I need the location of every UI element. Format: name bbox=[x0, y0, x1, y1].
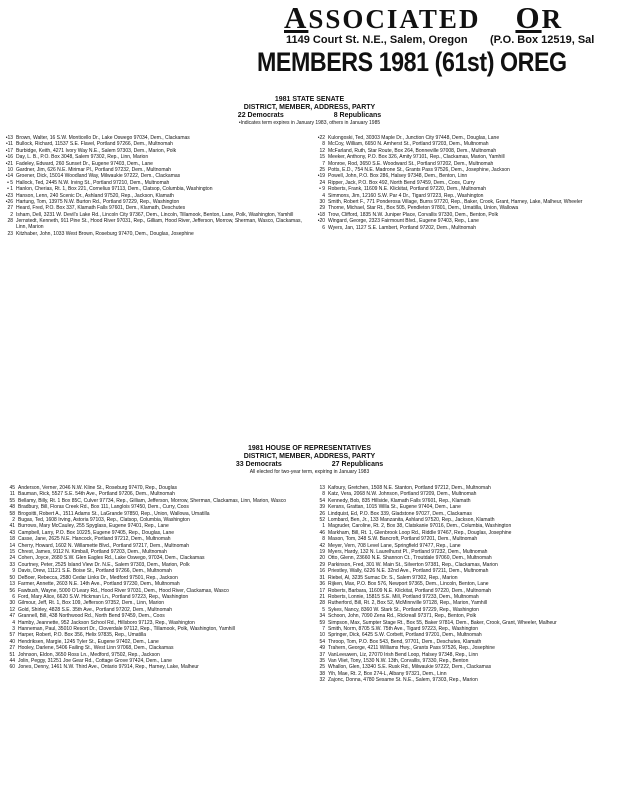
house-subtitle: DISTRICT, MEMBER, ADDRESS, PARTY bbox=[243, 453, 376, 460]
district-number: 8 bbox=[322, 491, 325, 498]
member-text: Schoon, John, 7090 Zena Rd., Rickreall 97371, Rep., Benton, Polk bbox=[328, 613, 477, 620]
senate-democrats: 22 Democrats bbox=[237, 112, 284, 119]
member-text: Roberts, Lonnie, 15815 S.E. Mill, Portland 97233, Dem., Multnomah bbox=[328, 593, 479, 600]
district-number: 46 bbox=[319, 529, 325, 536]
member-text: Bullock, Richard, 11537 S.E. Flavel, Portland 97266, Dem., Multnomah bbox=[16, 141, 173, 148]
district-number: •17 bbox=[5, 147, 13, 154]
member-text: Yih, Mae, Rt. 2, Box 274-L, Albany 97321, Dem., Linn bbox=[328, 670, 447, 677]
district-number: 8 bbox=[322, 141, 325, 148]
member-text: Parkinson, Fred, 301 W. Main St., Silverton 97381, Rep., Clackamas, Marion bbox=[328, 561, 498, 568]
member-text: Powell, John, P.O. Box 286, Halsey 97348, Dem., Benton, Linn bbox=[328, 173, 468, 180]
masthead-logo bbox=[284, 0, 619, 35]
member-text: Springer, Dick, 6425 S.W. Corbett, Portland 97201, Dem., Multnomah bbox=[328, 632, 482, 639]
member-text: Campbell, Larry, P.O. Box 10225, Eugene 97405, Rep., Douglas, Lane bbox=[18, 529, 175, 536]
member-text: Rutherford, Bill, Rt. 2, Box 52, McMinnville 97128, Rep., Marion, Yamhill bbox=[328, 600, 488, 607]
senate-title: 1981 STATE SENATE bbox=[274, 96, 345, 103]
member-text: Hanneman, Paul, 35010 Resort Dr., Cloverdale 97112, Rep., Tillamook, Polk, Washington, Yamhill bbox=[18, 625, 235, 632]
district-number: 35 bbox=[319, 657, 325, 664]
house-counts bbox=[0, 461, 619, 469]
house-left-column bbox=[2, 486, 305, 672]
district-number: 17 bbox=[319, 587, 325, 594]
district-number: •26 bbox=[5, 199, 13, 206]
district-number: 56 bbox=[9, 587, 15, 594]
district-number: 14 bbox=[9, 542, 15, 549]
district-number: 13 bbox=[319, 485, 325, 491]
member-text: Whallon, Glen, 13340 S.E. Rusk Rd., Milwaukie 97222, Dem., Clackamas bbox=[328, 664, 492, 671]
member-text: Hendriksen, Margie, 1245 Tyler St., Eugene 97402, Dem., Lane bbox=[18, 638, 159, 645]
district-number: 48 bbox=[9, 504, 15, 511]
member-text: Kerans, Grattan, 1015 Willa St., Eugene 97404, Dem., Lane bbox=[328, 504, 461, 511]
district-number: 16 bbox=[319, 568, 325, 575]
district-number: 31 bbox=[319, 574, 325, 581]
district-number: 28 bbox=[319, 600, 325, 607]
member-text: Thorne, Michael, Star Rt., Box 505, Pendleton 97801, Dem., Umatilla, Union, Wallowa bbox=[328, 205, 519, 212]
member-text: Kennedy, Bob, 835 Hillside, Klamath Falls 97601, Rep., Klamath bbox=[328, 497, 471, 504]
member-text: Cohen, Joyce, 2680 S.W. Glen Eagles Rd., Lake Oswego, 97034, Dem., Clackamas bbox=[18, 555, 205, 562]
senate-subtitle: DISTRICT, MEMBER, ADDRESS, PARTY bbox=[243, 104, 376, 111]
member-entry bbox=[312, 678, 612, 684]
member-text: Harper, Robert, P.O. Box 356, Helix 97835, Rep., Umatilla bbox=[18, 632, 147, 639]
member-text: Gilmour, Jeff, Rt. 1, Box 109, Jefferson 97352, Dem., Linn, Marion bbox=[18, 600, 165, 607]
district-number: 57 bbox=[9, 632, 15, 639]
house-republicans: 27 Republicans bbox=[331, 461, 384, 468]
district-number: 28 bbox=[7, 218, 13, 225]
district-number: 40 bbox=[9, 638, 15, 645]
district-number: 2 bbox=[12, 517, 15, 524]
member-text: McFarland, Ruth, Star Route, Box 264, Bonneville 97008, Dem., Multnomah bbox=[328, 147, 497, 154]
district-number: 1 bbox=[322, 523, 325, 530]
member-text: Smith, Robert F., 771 Ponderosa Village, Burns 97720, Rep., Baker, Crook, Grant, Harney, Lake, Malheur, Wheeler bbox=[328, 199, 583, 206]
senate-header bbox=[0, 96, 619, 126]
district-number: •21 bbox=[5, 160, 13, 167]
house-right-column bbox=[312, 486, 612, 685]
district-number: 13 bbox=[9, 581, 15, 588]
member-text: Hamby, Jeannette, 952 Jackson School Rd., Hillsboro 97123, Rep., Washington bbox=[18, 619, 195, 626]
member-text: Isham, Dell, 3231 W. Devil's Lake Rd., Lincoln City 97367, Dem., Lincoln, Tillamook, Benton, Lane, Polk, Washington, Yamhill bbox=[16, 211, 294, 218]
district-number: 42 bbox=[319, 542, 325, 549]
member-text: Rijken, Max, P.O. Box 576, Newport 97365, Dem., Lincoln, Benton, Lane bbox=[328, 581, 489, 588]
district-number: 24 bbox=[9, 555, 15, 562]
member-text: Bugas, Ted, 1608 Irving, Astoria 97103, Rep., Clatsop, Columbia, Washington bbox=[18, 517, 190, 524]
district-number: 15 bbox=[319, 154, 325, 161]
member-text: Trow, Clifford, 1835 N.W. Juniper Place, Corvallis 97330, Dem., Benton, Polk bbox=[328, 211, 499, 218]
member-text: Hanson, Lenn, 240 Scenic Dr., Ashland 97520, Rep., Jackson, Klamath bbox=[16, 192, 174, 199]
district-number: 19 bbox=[319, 549, 325, 556]
masthead-pobox: (P.O. Box 12519, Sal bbox=[490, 34, 595, 46]
district-number: 12 bbox=[319, 147, 325, 154]
district-number: 7 bbox=[322, 160, 325, 167]
member-text: Fawbush, Wayne, 5000 O'Leary Rd., Hood River 97031, Dem., Hood River, Clackamas, Wasco bbox=[18, 587, 229, 594]
member-text: Kulongoski, Ted, 30303 Maple Dr., Junction City 97448, Dem., Douglas, Lane bbox=[328, 135, 500, 141]
member-text: Simpson, Max, Sumpter Stage Rt., Box 55, Baker 97814, Dem., Baker, Crook, Grant, Wheeler, Malheur bbox=[328, 619, 557, 626]
district-number: 37 bbox=[319, 651, 325, 658]
senate-note: •Indicates term expires in January 1983, others in January 1985 bbox=[238, 120, 381, 126]
district-number: 5 bbox=[322, 606, 325, 613]
district-number: • 1 bbox=[7, 186, 13, 193]
page-headline: MEMBERS 1981 (61st) OREG bbox=[257, 47, 567, 77]
district-number: 2 bbox=[10, 211, 13, 218]
member-text: Day, L. B., P.O. Box 3048, Salem 97302, Rep., Linn, Marion bbox=[16, 154, 149, 161]
district-number: 55 bbox=[9, 497, 15, 504]
district-number: 34 bbox=[319, 613, 325, 620]
member-text: Burbidge, Keith, 4271 Ivory Way N.E., Salem 97303, Dem., Marion, Polk bbox=[16, 147, 177, 154]
member-text: Jernstedt, Kenneth, 911 Pine St., Hood River 97031, Rep., Gilliam, Hood River, Jefferson, Morrow, Sherman, Wasco, Clackamas, Linn, Marion bbox=[16, 218, 302, 231]
member-text: Mason, Tom, 348 S.W. Bancroft, Portland 97201, Dem., Multnomah bbox=[328, 536, 478, 543]
district-number: 18 bbox=[9, 536, 15, 543]
member-text: Gold, Shirley, 4828 S.E. 35th Ave., Portland 97202, Dem., Multnomah bbox=[18, 606, 173, 613]
member-text: Ford, Mary Alice, 6620 S.W. Hickman Ln., Portland 97223, Rep., Washington bbox=[18, 593, 189, 600]
district-number: • 9 bbox=[319, 186, 325, 193]
district-number: •13 bbox=[5, 135, 13, 141]
member-text: Jones, Denny, 1461 N.W. Third Ave., Ontario 97914, Rep., Harney, Lake, Malheur bbox=[18, 664, 199, 671]
district-number: •23 bbox=[5, 192, 13, 199]
senate-left-column bbox=[0, 136, 305, 238]
district-number: 30 bbox=[319, 199, 325, 206]
member-entry bbox=[0, 219, 305, 231]
member-text: VanLeeuwen, Liz, 27070 Irish Bend Loop, Halsey 97348, Rep., Linn bbox=[328, 651, 479, 658]
member-text: Roberts, Frank, 11609 N.E. Klickitat, Portland 97220, Dem., Multnomah bbox=[328, 186, 487, 193]
district-number: •18 bbox=[317, 211, 325, 218]
member-text: Anderson, Verner, 2046 N.W. Kline St., Roseburg 97470, Rep., Douglas bbox=[18, 485, 177, 491]
member-text: Magruder, Caroline, Rt. 2, Box 38, Clatskanie 97016, Dem., Columbia, Washington bbox=[328, 523, 512, 530]
district-number: 6 bbox=[12, 593, 15, 600]
member-text: Sykes, Nancy, 8360 W. Stark St., Portland 97229, Rep., Washington bbox=[328, 606, 479, 613]
district-number: 30 bbox=[9, 600, 15, 607]
district-number: 24 bbox=[319, 179, 325, 186]
member-text: Monroe, Rod, 3650 S.E. Woodward St., Portland 97202, Dem., Multnomah bbox=[328, 160, 494, 167]
member-text: Johnson, Eldon, 3650 Ross Ln., Medford, 97502, Rep., Jackson bbox=[18, 651, 160, 658]
district-number: •14 bbox=[5, 173, 13, 180]
brand-word: SSOCIATED bbox=[308, 4, 481, 34]
member-text: Trahern, George, 4211 Williams Hwy., Grants Pass 97526, Rep., Josephine bbox=[328, 645, 495, 652]
brand-next-initial: O bbox=[515, 0, 542, 35]
district-number: 8 bbox=[322, 536, 325, 543]
member-text: Bradbury, Bill, Floras Creek Rd., Box 111, Langlois 97450, Dem., Curry, Coos bbox=[18, 504, 189, 511]
district-number: 38 bbox=[319, 670, 325, 677]
member-text: Riebel, Al, 3235 Sumac Dr. S., Salem 97302, Rep., Marion bbox=[328, 574, 458, 581]
member-text: Kitzhaber, John, 1033 West Brown, Roseburg 97470, Dem., Douglas, Josephine bbox=[16, 230, 194, 237]
member-text: Zajonc, Donna, 4780 Sesame St. N.E., Salem, 97303, Rep., Marion bbox=[328, 677, 478, 684]
member-text: Smith, Norm, 8705 S.W. 75th Ave., Tigard 97223, Rep., Washington bbox=[328, 625, 479, 632]
district-number: 7 bbox=[322, 625, 325, 632]
district-number: 54 bbox=[319, 638, 325, 645]
district-number: 4 bbox=[322, 192, 325, 199]
member-text: Katz, Vera, 2068 N.W. Johnson, Portland 97209, Dem., Multnomah bbox=[328, 491, 477, 498]
member-text: Hanlon, Cherias, Rt. 1, Box 221, Cornelius 97113, Dem., Clatsop, Columbia, Washington bbox=[16, 186, 213, 193]
member-text: Brown, Walter, 16 S.W. Monticello Dr., Lake Oswego 97034, Dem., Clackamas bbox=[16, 135, 190, 141]
district-number: 27 bbox=[7, 205, 13, 212]
member-entry bbox=[2, 665, 305, 671]
member-entry bbox=[0, 232, 305, 238]
house-title: 1981 HOUSE OF REPRESENTATIVES bbox=[247, 445, 372, 452]
member-text: Roberts, Barbara, 11609 N.E. Klickitat, Portland 97220, Dem., Multnomah bbox=[328, 587, 492, 594]
district-number: 54 bbox=[319, 497, 325, 504]
member-text: Myers, Hardy, 132 N. Laurelhurst Pl., Portland 97232, Dem., Multnomah bbox=[328, 549, 488, 556]
member-text: McCoy, William, 6650 N. Amherst St., Portland 97203, Dem., Multnomah bbox=[328, 141, 489, 148]
member-text: Fadeley, Edward, 260 Sunset Dr., Eugene 97403, Dem., Lane bbox=[16, 160, 153, 167]
district-number: 50 bbox=[9, 574, 15, 581]
district-number: 9 bbox=[12, 568, 15, 575]
member-text: Farmer, Annette, 2603 N.E. 14th Ave., Portland 97230, Dem., Multnomah bbox=[18, 581, 180, 588]
member-text: Hallock, Ted, 2445 N.W. Irving St., Portland 97210, Dem., Multnomah bbox=[16, 179, 170, 186]
district-number: 4 bbox=[12, 619, 15, 626]
district-number: 23 bbox=[7, 230, 13, 237]
district-number: 3 bbox=[12, 625, 15, 632]
senate-counts bbox=[0, 112, 619, 120]
district-number: 11 bbox=[9, 491, 15, 498]
masthead-address: 1149 Court St. N.E., Salem, Oregon bbox=[286, 34, 468, 46]
member-text: Kafoury, Gretchen, 1508 N.E. Stanton, Portland 97212, Dem., Multnomah bbox=[328, 485, 491, 491]
member-text: Hooley, Darlene, 5406 Failing St., West Linn 97068, Dem., Clackamas bbox=[18, 645, 174, 652]
district-number: 26 bbox=[319, 510, 325, 517]
member-text: Meyer, Vern, 708 Level Lane, Springfield 97477, Rep., Lane bbox=[328, 542, 461, 549]
house-header bbox=[0, 445, 619, 476]
district-number: 49 bbox=[319, 645, 325, 652]
district-number: 36 bbox=[319, 581, 325, 588]
district-number: 27 bbox=[9, 645, 15, 652]
member-text: Cherry, Howard, 1602 N. Willamette Blvd., Portland 97217, Dem., Multnomah bbox=[18, 542, 190, 549]
member-entry bbox=[312, 226, 612, 232]
district-number: 33 bbox=[9, 561, 15, 568]
member-text: Bellamy, Billy, Rt. 1 Box 85C, Culver 97734, Rep., Gilliam, Jefferson, Morrow, Sherman, Clackamas, Linn, Marion, Wasco bbox=[18, 497, 286, 504]
member-text: Gardner, Jim, 626 N.E. Mirimar Pl., Portland 97232, Dem., Multnomah bbox=[16, 167, 172, 174]
district-number: 21 bbox=[319, 593, 325, 600]
brand-initial: A bbox=[284, 0, 309, 35]
member-text: Priestley, Wally, 6226 N.E. 32nd Ave., Portland 97211, Dem., Multnomah bbox=[328, 568, 489, 575]
member-text: Brogoitti, Robert A., 1511 Adams St., LaGrande 97850, Rep., Union, Wallowa, Umatilla bbox=[18, 510, 210, 517]
district-number: • 5 bbox=[7, 179, 13, 186]
member-text: Davis, Drew, 11121 S.E. Boise St., Portland 97266, Dem., Multnomah bbox=[18, 568, 172, 575]
member-text: DeBoer, Rebecca, 2580 Cedar Links Dr., Medford 97501, Rep., Jackson bbox=[18, 574, 178, 581]
district-number: 15 bbox=[9, 549, 15, 556]
district-number: 59 bbox=[319, 619, 325, 626]
district-number: 39 bbox=[319, 504, 325, 511]
member-text: Simmons, Jim, 12160 S.W. Par 4 Dr., Tigard 97223, Rep., Washington bbox=[328, 192, 484, 199]
member-text: Casse, Jane, 2625 N.E. Hancock, Portland 97212, Dem., Multnomah bbox=[18, 536, 171, 543]
member-text: Markham, Bill, Rt. 1, Glenbrook Loop Rd., Riddle 97467, Rep., Douglas, Josephine bbox=[328, 529, 512, 536]
senate-right-column bbox=[312, 136, 612, 232]
member-text: Chrest, James, 9112 N. Kimball, Portland 97203, Dem., Multnomah bbox=[18, 549, 167, 556]
district-number: 41 bbox=[9, 523, 15, 530]
district-number: 45 bbox=[9, 485, 15, 491]
member-text: Heard, Fred, P.O. Box 337, Klamath Falls 97601, Dem., Klamath, Deschutes bbox=[16, 205, 186, 212]
senate-republicans: 8 Republicans bbox=[333, 112, 382, 119]
district-number: •16 bbox=[5, 154, 13, 161]
member-text: Meeker, Anthony, P.O. Box 326, Amity 97101, Rep., Clackamas, Marion, Yamhill bbox=[328, 154, 505, 161]
member-text: Courtney, Peter, 2525 Island View Dr. N.E., Salem 97303, Dem., Marion, Polk bbox=[18, 561, 190, 568]
member-text: Burrows, Mary McCauley, 255 Spyglass, Eugene 97401, Rep., Lane bbox=[18, 523, 169, 530]
district-number: 52 bbox=[319, 517, 325, 524]
member-text: Throop, Tom, P.O. Box 543, Bend, 97701, Dem., Deschutes, Klamath bbox=[328, 638, 482, 645]
district-number: 60 bbox=[9, 664, 15, 671]
district-number: 25 bbox=[319, 167, 325, 174]
district-number: 43 bbox=[9, 529, 15, 536]
member-text: Ripper, Jack, P.O. Box 492, North Bend 97459, Dem., Coos, Curry bbox=[328, 179, 475, 186]
district-number: 12 bbox=[9, 606, 15, 613]
member-text: Potts, E.D., 754 N.E. Madrone St., Grants Pass 97526, Dem., Josephine, Jackson bbox=[328, 167, 510, 174]
member-text: Van Vliet, Tony, 1530 N.W. 13th, Corvallis, 97330, Rep., Benton bbox=[328, 657, 469, 664]
district-number: 44 bbox=[9, 657, 15, 664]
member-text: Groener, Dick, 15014 Woodland Way, Milwaukie 97222, Dem., Clackamas bbox=[16, 173, 181, 180]
house-note: All elected for two-year term, expiring in January 1983 bbox=[249, 469, 370, 475]
district-number: 29 bbox=[319, 561, 325, 568]
member-text: Wingard, George, 2323 Fairmount Blvd., Eugene 97403, Rep., Lane bbox=[328, 218, 479, 225]
member-text: Bauman, Rick, 5527 S.E. 54th Ave., Portland 97206, Dem., Multnomah bbox=[18, 491, 175, 498]
brand-name bbox=[284, 0, 564, 35]
member-text: Lindquist, Ed, P.O. Box 339, Gladstone 97027, Dem., Clackamas bbox=[328, 510, 472, 517]
brand-next-tail: R bbox=[541, 4, 564, 34]
district-number: •22 bbox=[317, 135, 325, 141]
district-number: •19 bbox=[317, 173, 325, 180]
district-number: 25 bbox=[319, 664, 325, 671]
district-number: •20 bbox=[317, 218, 325, 225]
district-number: •11 bbox=[6, 141, 13, 148]
member-text: Hartung, Tom, 13975 N.W. Burton Rd., Portland 97229, Rep., Washington bbox=[16, 199, 180, 206]
district-number: 20 bbox=[319, 555, 325, 562]
district-number: 6 bbox=[322, 224, 325, 231]
house-democrats: 33 Democrats bbox=[235, 461, 282, 468]
district-number: 10 bbox=[7, 167, 13, 174]
district-number: 47 bbox=[9, 613, 15, 620]
district-number: 51 bbox=[9, 651, 15, 658]
member-text: Otto, Glenn, 23660 N.E. Shannon Ct., Troutdale 97060, Dem., Multnomah bbox=[328, 555, 492, 562]
member-text: Wyers, Jan, 1127 S.E. Lambert, Portland 97202, Dem., Multnomah bbox=[328, 224, 476, 231]
district-number: 10 bbox=[319, 632, 325, 639]
member-text: Jolin, Peggy, 31251 Joe Gear Rd., Cottage Grove 97424, Dem., Lane bbox=[18, 657, 172, 664]
district-number: 32 bbox=[319, 677, 325, 684]
district-number: 29 bbox=[319, 205, 325, 212]
member-text: Lombard, Ben, Jr., 133 Manzanita, Ashland 97520, Rep., Jackson, Klamath bbox=[328, 517, 495, 524]
member-text: Grannell, Bill, 438 Northwood Rd., North Bend 97459, Dem., Coos bbox=[18, 613, 165, 620]
district-number: 58 bbox=[9, 510, 15, 517]
